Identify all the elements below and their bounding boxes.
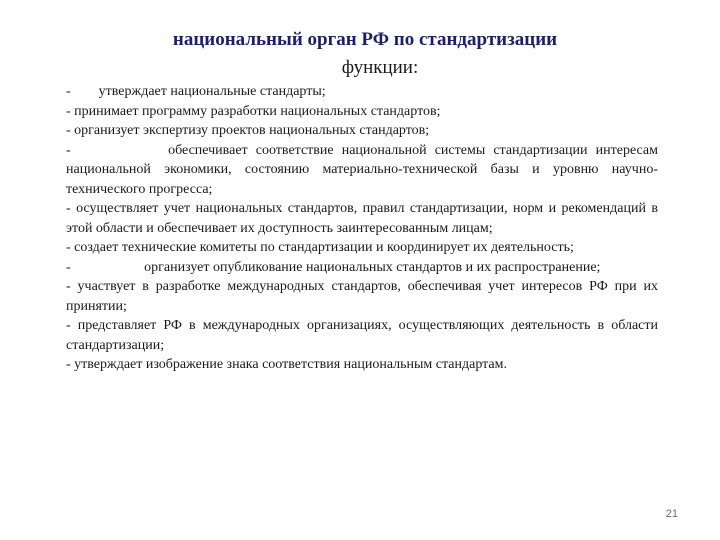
slide-subtitle: функции:	[341, 57, 419, 78]
list-item: - представляет РФ в международных организациях, осуществляющих деятельность в области стандартизации;	[66, 318, 658, 353]
page-number: 21	[665, 508, 678, 520]
list-item: - осуществляет учет национальных стандартов, правил стандартизации, норм и рекомендаций в этой области и обеспечивает их доступность заинтересованным лицам;	[66, 201, 658, 236]
list-item: - принимает программу разработки национальных стандартов;	[66, 103, 441, 119]
list-item: - организует экспертизу проектов национальных стандартов;	[66, 123, 430, 138]
slide-title: национальный орган РФ по стандартизации	[172, 29, 558, 50]
list-item: - организует опубликование национальных стандартов и их распространение;	[66, 259, 601, 275]
functions-list	[66, 82, 658, 375]
list-item: - участвует в разработке международных стандартов, обеспечивая учет интересов РФ при их принятии;	[66, 279, 658, 314]
list-item: - обеспечивает соответствие национальной системы стандартизации интересам национальной экономики, состоянию материально-технической базы и уровню научно-технического прогресса;	[66, 142, 658, 197]
list-item: - утверждает изображение знака соответствия национальным стандартам.	[66, 357, 508, 372]
list-item: - создает технические комитеты по стандартизации и координирует их деятельность;	[66, 240, 574, 255]
list-item: - утверждает национальные стандарты;	[66, 84, 326, 99]
